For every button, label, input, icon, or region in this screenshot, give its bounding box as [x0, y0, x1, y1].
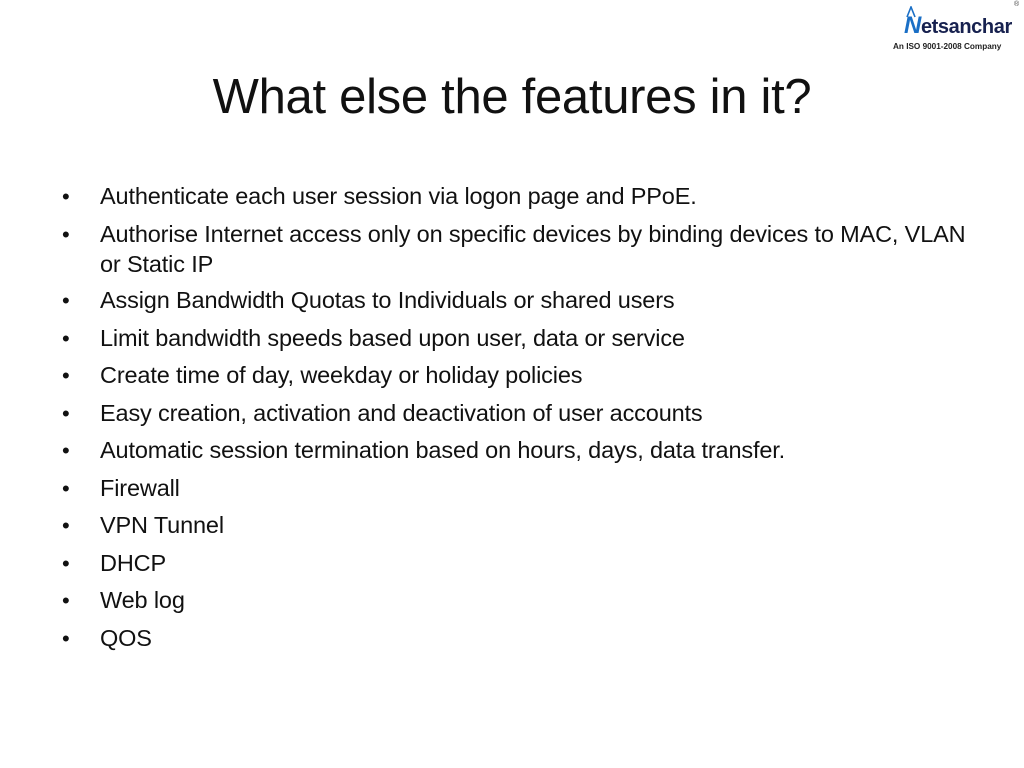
list-item — [62, 435, 982, 466]
list-item — [62, 623, 982, 654]
list-item — [62, 398, 982, 429]
list-item-text: VPN Tunnel — [100, 512, 224, 538]
bullet-icon: • — [62, 363, 70, 388]
bullet-icon: • — [62, 221, 70, 247]
list-item-text: Limit bandwidth speeds based upon user, data or service — [100, 324, 685, 351]
bullet-icon: • — [62, 588, 70, 613]
bullet-icon: • — [62, 400, 70, 426]
list-item-text: DHCP — [100, 549, 166, 576]
list-item-text: Assign Bandwidth Quotas to Individuals or shared users — [100, 287, 675, 313]
list-item-text: Authorise Internet access only on specific devices by binding devices to MAC, VLAN or Static IP — [100, 220, 966, 277]
list-item-text: Web log — [100, 587, 185, 613]
bullet-icon: • — [62, 550, 70, 576]
list-item-text: Create time of day, weekday or holiday policies — [100, 362, 583, 388]
list-item — [62, 181, 982, 212]
slide-title: What else the features in it? — [212, 70, 812, 124]
bullet-icon: • — [62, 288, 70, 313]
list-item — [62, 473, 982, 504]
bullet-icon: • — [62, 184, 70, 209]
logo-name-rest: etsanchar — [920, 16, 1012, 38]
bullet-icon: • — [62, 513, 70, 538]
list-item — [62, 323, 982, 354]
list-item — [62, 510, 982, 541]
logo-first-letter: N — [904, 12, 921, 39]
feature-list — [62, 181, 982, 660]
list-item-text: Firewall — [100, 474, 180, 501]
registered-mark: ® — [1014, 1, 1020, 8]
list-item — [62, 585, 982, 616]
bullet-icon: • — [62, 475, 70, 501]
logo-tagline: An ISO 9001-2008 Company — [893, 42, 1002, 51]
bullet-icon: • — [62, 438, 70, 463]
list-item — [62, 219, 982, 279]
list-item — [62, 360, 982, 391]
bullet-icon: • — [62, 325, 70, 351]
company-logo — [892, 2, 1022, 58]
list-item-text: Easy creation, activation and deactivation of user accounts — [100, 399, 703, 426]
logo-wordmark — [904, 13, 1012, 40]
list-item-text: Authenticate each user session via logon page and PPoE. — [100, 183, 697, 209]
list-item — [62, 285, 982, 316]
list-item-text: QOS — [100, 624, 152, 651]
bullet-icon: • — [62, 625, 70, 651]
list-item-text: Automatic session termination based on hours, days, data transfer. — [100, 437, 786, 463]
list-item — [62, 548, 982, 579]
